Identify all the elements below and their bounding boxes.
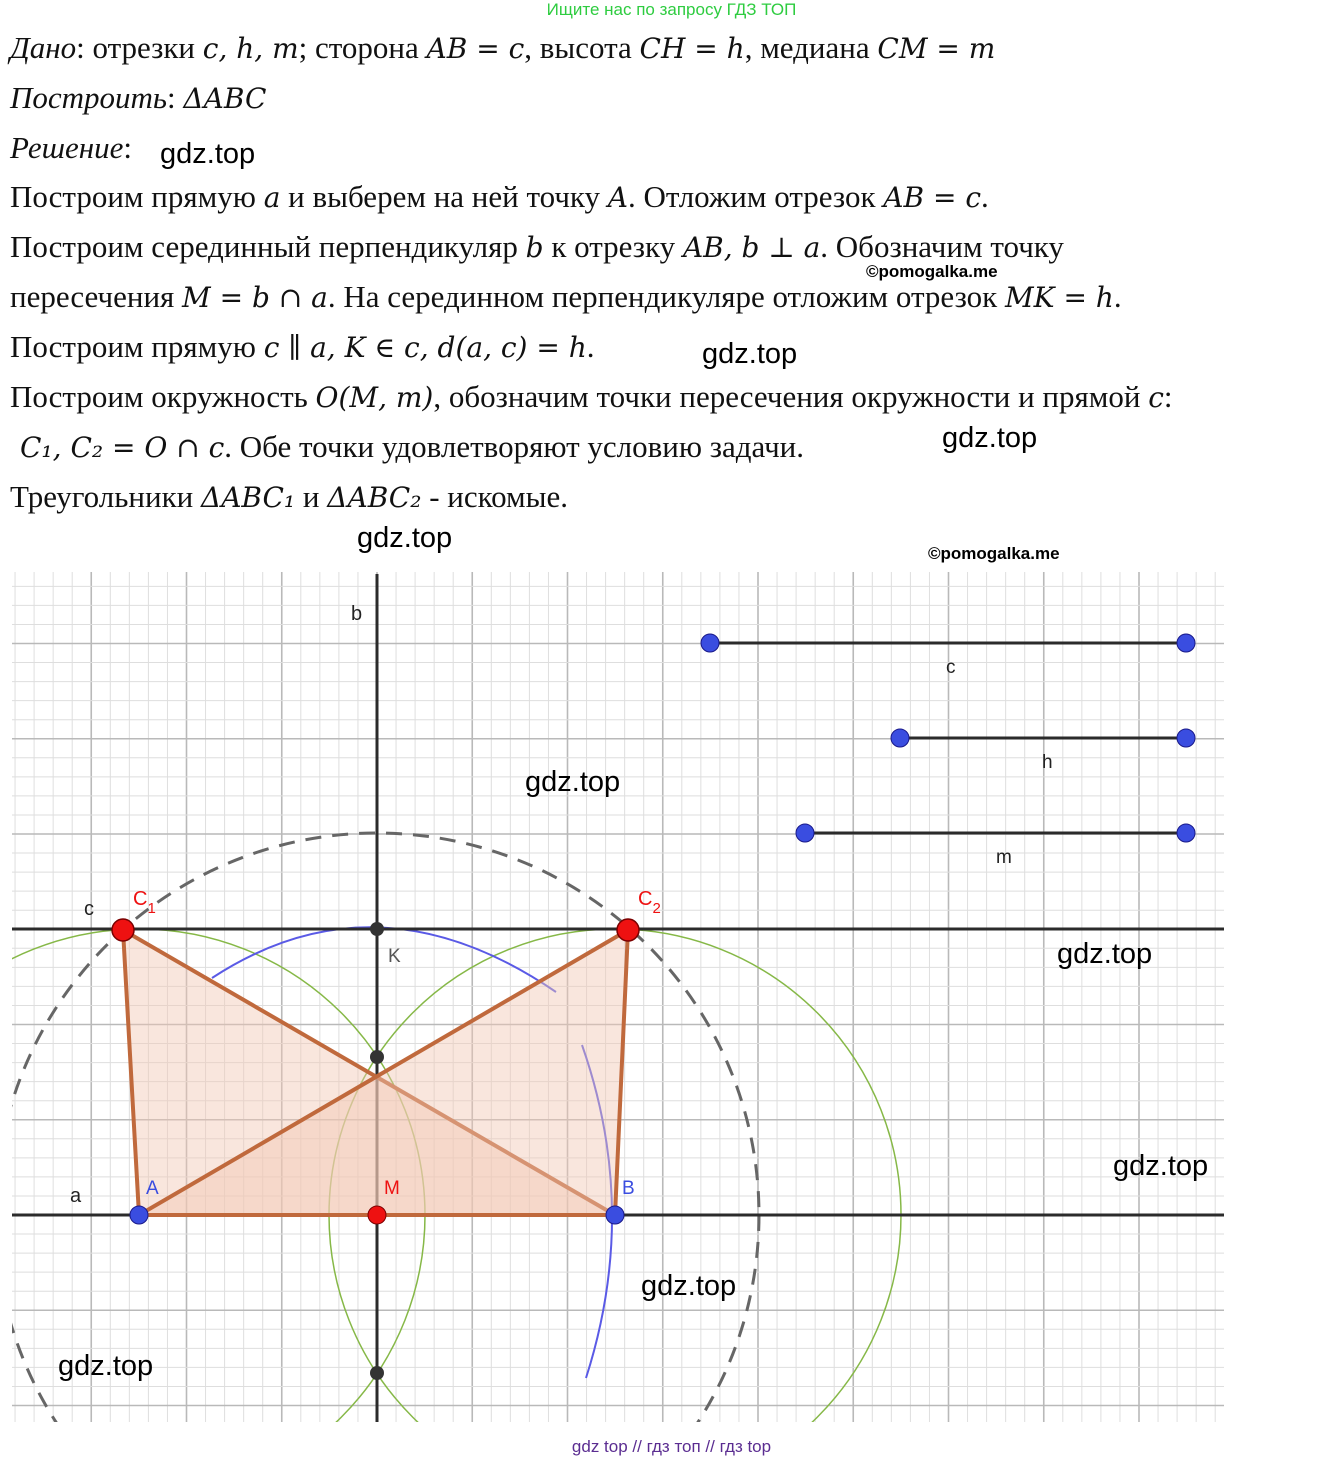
step-6-text-1: . Обе точки удовлетворяют условию задачи.: [224, 429, 805, 464]
watermark-gdz-4: gdz.top: [357, 522, 453, 554]
solution-label: Решение: [10, 130, 124, 165]
label-point-c2-main: C: [638, 888, 653, 910]
step-2-text-2: к отрезку: [543, 229, 683, 264]
step-5-math-2: c: [1148, 381, 1164, 414]
watermark-gdz-1: gdz.top: [160, 138, 256, 170]
step-3-math-1: M = b ∩ a: [182, 281, 328, 314]
given-math-3: CH = h: [639, 32, 745, 65]
step-2-math-1: b: [525, 231, 544, 264]
point-b: [606, 1206, 624, 1224]
step-5-text-1: Построим окружность: [10, 379, 316, 414]
step-4-text-1: Построим прямую: [10, 329, 264, 364]
step-7-math-2: ΔABC₂: [327, 481, 422, 514]
step-1-math-2: A: [607, 181, 629, 214]
step-1: [10, 179, 989, 215]
point-m: [368, 1206, 386, 1224]
given-text-2: ; сторона: [298, 30, 427, 65]
construct-label: Построить: [10, 80, 168, 115]
step-7-math-1: ΔABC₁: [200, 481, 296, 514]
step-1-math-3: AB = c: [883, 181, 982, 214]
label-segment-m: m: [996, 847, 1012, 868]
step-2-math-2: AB, b ⊥ a: [682, 231, 821, 264]
step-1-math-1: a: [263, 181, 281, 214]
label-point-c1-sub: 1: [147, 900, 156, 917]
segment-h-end: [1177, 729, 1195, 747]
step-2-text-3: . Обозначим точку: [820, 229, 1064, 264]
given-math-2: AB = c: [426, 32, 525, 65]
watermark-gdz-6: gdz.top: [1057, 938, 1153, 970]
step-6-math-1: C₁, C₂ = O ∩ c: [20, 431, 225, 464]
search-banner[interactable]: Ищите нас по запросу ГДЗ ТОП: [546, 0, 797, 19]
step-7-text-2: и: [295, 479, 328, 514]
step-5-math-1: O(M, m): [315, 381, 434, 414]
watermark-gdz-2: gdz.top: [702, 338, 798, 370]
point-intersection-lower: [370, 1366, 384, 1380]
watermark-gdz-8: gdz.top: [641, 1270, 737, 1302]
step-5: [10, 379, 1173, 415]
label-point-m: M: [384, 1178, 400, 1199]
point-intersection-upper: [370, 1050, 384, 1064]
watermark-gdz-5: gdz.top: [525, 766, 621, 798]
segment-m-start: [796, 824, 814, 842]
label-segment-c: c: [946, 657, 956, 678]
given-text-1: : отрезки: [76, 30, 203, 65]
step-2: [10, 229, 1064, 265]
watermark-gdz-9: gdz.top: [58, 1350, 154, 1382]
step-2-text-1: Построим серединный перпендикуляр: [10, 229, 526, 264]
step-1-text-2: и выберем на ней точку: [280, 179, 608, 214]
given-label: Дано: [10, 30, 77, 65]
step-1-text-4: .: [981, 179, 989, 214]
label-point-a: A: [146, 1178, 159, 1199]
label-line-a: a: [70, 1185, 82, 1207]
label-point-c2: [638, 888, 661, 917]
watermark-pomogalka-2: ©pomogalka.me: [928, 544, 1060, 563]
label-point-b: B: [622, 1178, 635, 1199]
construct-line: [10, 80, 266, 116]
step-3: [10, 279, 1122, 315]
segment-c-end: [1177, 634, 1195, 652]
label-line-c: c: [84, 898, 94, 920]
step-3-text-1: пересечения: [10, 279, 183, 314]
step-1-text-1: Построим прямую: [10, 179, 264, 214]
segment-h-start: [891, 729, 909, 747]
solution-line: [10, 130, 132, 166]
point-k: [370, 922, 384, 936]
label-point-c2-sub: 2: [652, 900, 661, 917]
point-a: [130, 1206, 148, 1224]
step-7: [10, 479, 568, 515]
footer-links[interactable]: gdz top // гдз топ // гдз top: [571, 1437, 772, 1456]
step-5-text-3: :: [1163, 379, 1173, 414]
step-7-text-3: - искомые.: [421, 479, 568, 514]
given-math-4: CM = m: [877, 32, 996, 65]
solution-colon: :: [123, 130, 132, 165]
step-3-math-2: MK = h: [1004, 281, 1114, 314]
watermark-gdz-7: gdz.top: [1113, 1150, 1209, 1182]
given-text-3: , высота: [524, 30, 640, 65]
step-6: [20, 429, 804, 465]
given-math-1: c, h, m: [202, 32, 299, 65]
arc-blue-top: [212, 927, 556, 992]
step-4-math-1: c ∥ a, K ∈ c, d(a, c) = h: [263, 331, 587, 364]
segment-c-start: [701, 634, 719, 652]
construct-colon: :: [167, 80, 184, 115]
segment-m-end: [1177, 824, 1195, 842]
watermark-pomogalka-1: ©pomogalka.me: [866, 262, 998, 281]
label-point-c1-main: C: [133, 888, 148, 910]
label-point-k: K: [388, 946, 401, 967]
step-5-text-2: , обозначим точки пересечения окружности и прямой: [433, 379, 1149, 414]
step-3-text-2: . На серединном перпендикуляре отложим отрезок: [327, 279, 1005, 314]
step-7-text-1: Треугольники: [10, 479, 201, 514]
step-4: [10, 329, 595, 365]
construct-math: ΔABC: [183, 82, 267, 115]
point-c2: [617, 919, 639, 941]
step-1-text-3: . Отложим отрезок: [628, 179, 884, 214]
point-c1: [112, 919, 134, 941]
step-3-text-3: .: [1113, 279, 1122, 314]
given-line: [10, 30, 995, 66]
label-line-b: b: [351, 603, 363, 625]
given-text-4: , медиана: [744, 30, 878, 65]
step-4-text-2: .: [586, 329, 595, 364]
label-segment-h: h: [1042, 752, 1053, 773]
watermark-gdz-3: gdz.top: [942, 422, 1038, 454]
